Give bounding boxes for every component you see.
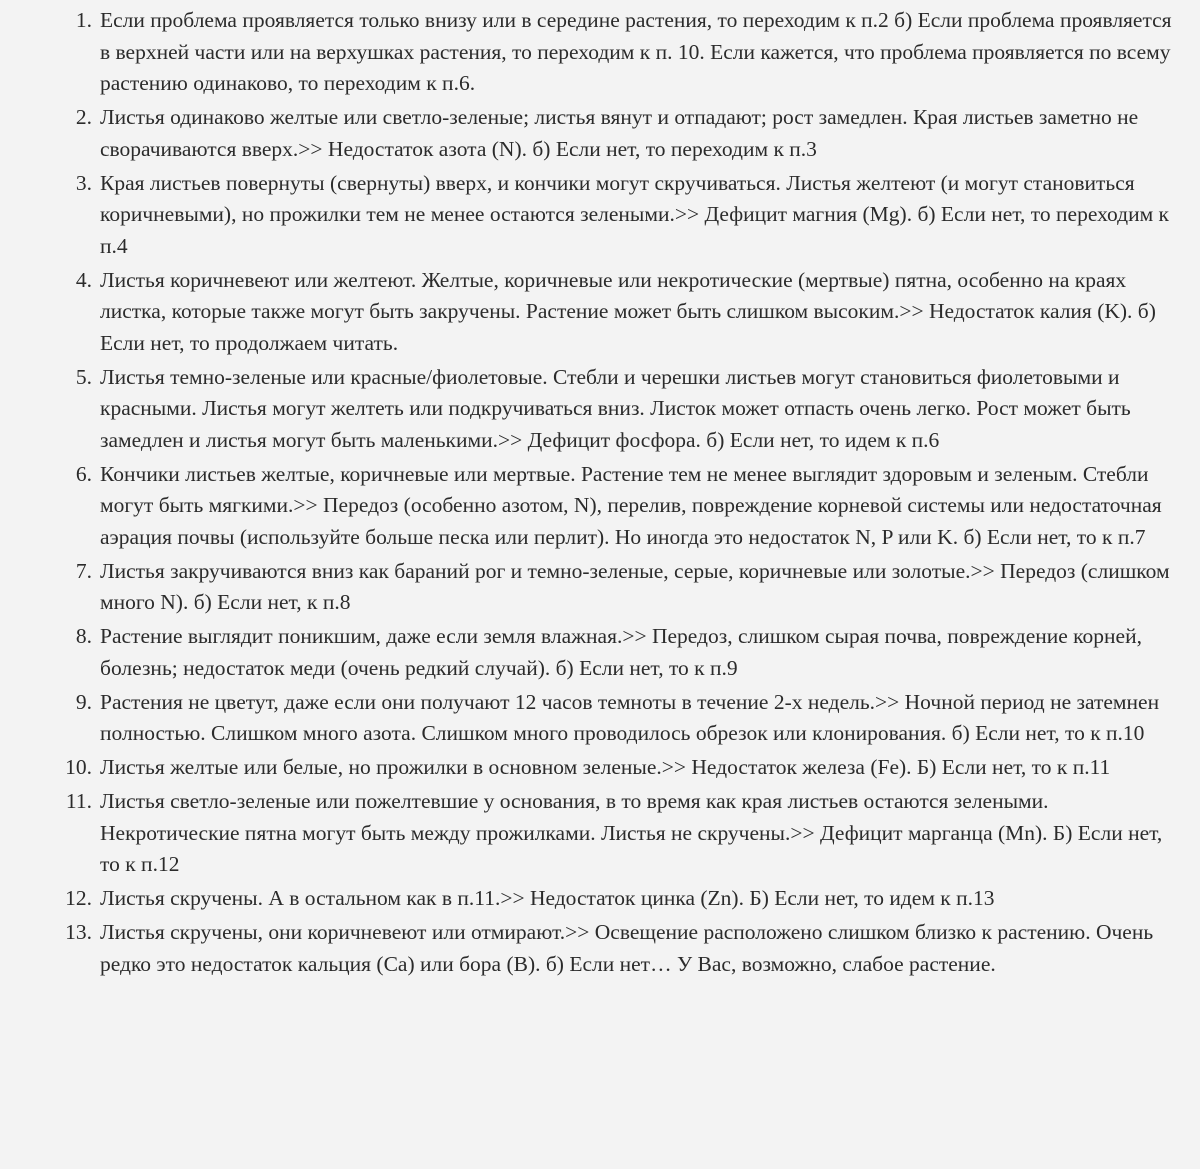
list-item — [0, 5, 1182, 100]
list-item — [0, 168, 1182, 263]
item-number: 6. — [75, 461, 92, 486]
item-number: 7. — [75, 558, 92, 583]
list-item — [0, 459, 1182, 554]
item-text: Листья желтые или белые, но прожилки в основном зеленые.>> Недостаток железа (Fe). Б) Если нет, то к п.11 — [100, 755, 1111, 779]
item-number: 1. — [75, 8, 92, 32]
item-text: Листья скручены, они коричневеют или отмирают.>> Освещение расположено слишком близко к растению. Очень редко это недостаток кальция (Ca) или бора (B). б) Если нет… У Вас, возможно, слабое растение. — [100, 920, 1154, 976]
item-text: Листья одинаково желтые или светло-зеленые; листья вянут и отпадают; рост замедлен. Края листьев заметно не сворачиваются вверх.>> Недостаток азота (N). б) Если нет, то переходим к п.3 — [100, 105, 1139, 161]
item-text: Растения не цветут, даже если они получают 12 часов темноты в течение 2-х недель.>> Ночной период не затемнен полностью. Слишком много азота. Слишком много проводилось обрезок или клонирования. б) Если нет, то к п.10 — [100, 689, 1160, 745]
list-item — [0, 752, 1182, 784]
item-text: Растение выглядит поникшим, даже если земля влажная.>> Передоз, слишком сырая почва, повреждение корней, болезнь; недостаток меди (очень редкий случай). б) Если нет, то к п.9 — [100, 624, 1142, 680]
item-number: 13. — [65, 920, 92, 944]
item-number: 11. — [65, 789, 92, 813]
item-number: 12. — [65, 886, 92, 910]
item-text: Листья светло-зеленые или пожелтевшие у основания, в то время как края листьев остаются зелеными. Некротические пятна могут быть между прожилками. Листья не скручены.>> Дефицит марганца (Mn). Б) Если нет, то к п.12 — [100, 789, 1163, 876]
item-number: 4. — [75, 267, 92, 292]
list-item — [0, 687, 1182, 750]
item-number: 3. — [75, 170, 92, 195]
list-item — [0, 265, 1182, 360]
item-number: 10. — [65, 755, 92, 779]
list-item — [0, 786, 1182, 881]
item-text: Кончики листьев желтые, коричневые или мертвые. Растение тем не менее выглядит здоровым и зеленым. Стебли могут быть мягкими.>> Передоз (особенно азотом, N), перелив, повреждение корневой системы или недостаточная аэрация почвы (используйте больше песка или перлит). Но иногда это недостаток N, P или K. б) Если нет, то к п.7 — [100, 461, 1162, 549]
list-item — [0, 883, 1182, 915]
item-text: Листья коричневеют или желтеют. Желтые, коричневые или некротические (мертвые) пятна, особенно на краях листка, которые также могут быть закручены. Растение может быть слишком высоким.>> Недостаток калия (K). б) Если нет, то продолжаем читать. — [100, 267, 1156, 355]
list-item — [0, 556, 1182, 619]
item-number: 2. — [75, 105, 92, 129]
item-text: Листья закручиваются вниз как бараний рог и темно-зеленые, серые, коричневые или золотые.>> Передоз (слишком много N). б) Если нет, к п.8 — [100, 558, 1170, 614]
item-number: 8. — [75, 624, 92, 648]
list-item — [0, 621, 1182, 684]
item-text: Если проблема проявляется только внизу или в середине растения, то переходим к п.2 б) Если проблема проявляется в верхней части или на верхушках растения, то переходим к п. 10. Если кажется, что проблема проявляется по всему растению одинаково, то переходим к п.6. — [100, 8, 1172, 95]
list-item — [0, 362, 1182, 457]
list-item — [0, 917, 1182, 980]
item-number: 5. — [75, 364, 92, 389]
item-text: Края листьев повернуты (свернуты) вверх, и кончики могут скручиваться. Листья желтеют (и могут становиться коричневыми), но прожилки тем не менее остаются зелеными.>> Дефицит магния (Mg). б) Если нет, то переходим к п.4 — [100, 170, 1170, 258]
item-number: 9. — [75, 689, 92, 714]
item-text: Листья скручены. А в остальном как в п.11.>> Недостаток цинка (Zn). Б) Если нет, то идем к п.13 — [100, 886, 995, 910]
list-item — [0, 102, 1182, 165]
item-text: Листья темно-зеленые или красные/фиолетовые. Стебли и черешки листьев могут становиться фиолетовыми и красными. Листья могут желтеть или подкручиваться вниз. Листок может отпасть очень легко. Рост может быть замедлен и листья могут быть маленькими.>> Дефицит фосфора. б) Если нет, то идем к п.6 — [100, 364, 1131, 452]
